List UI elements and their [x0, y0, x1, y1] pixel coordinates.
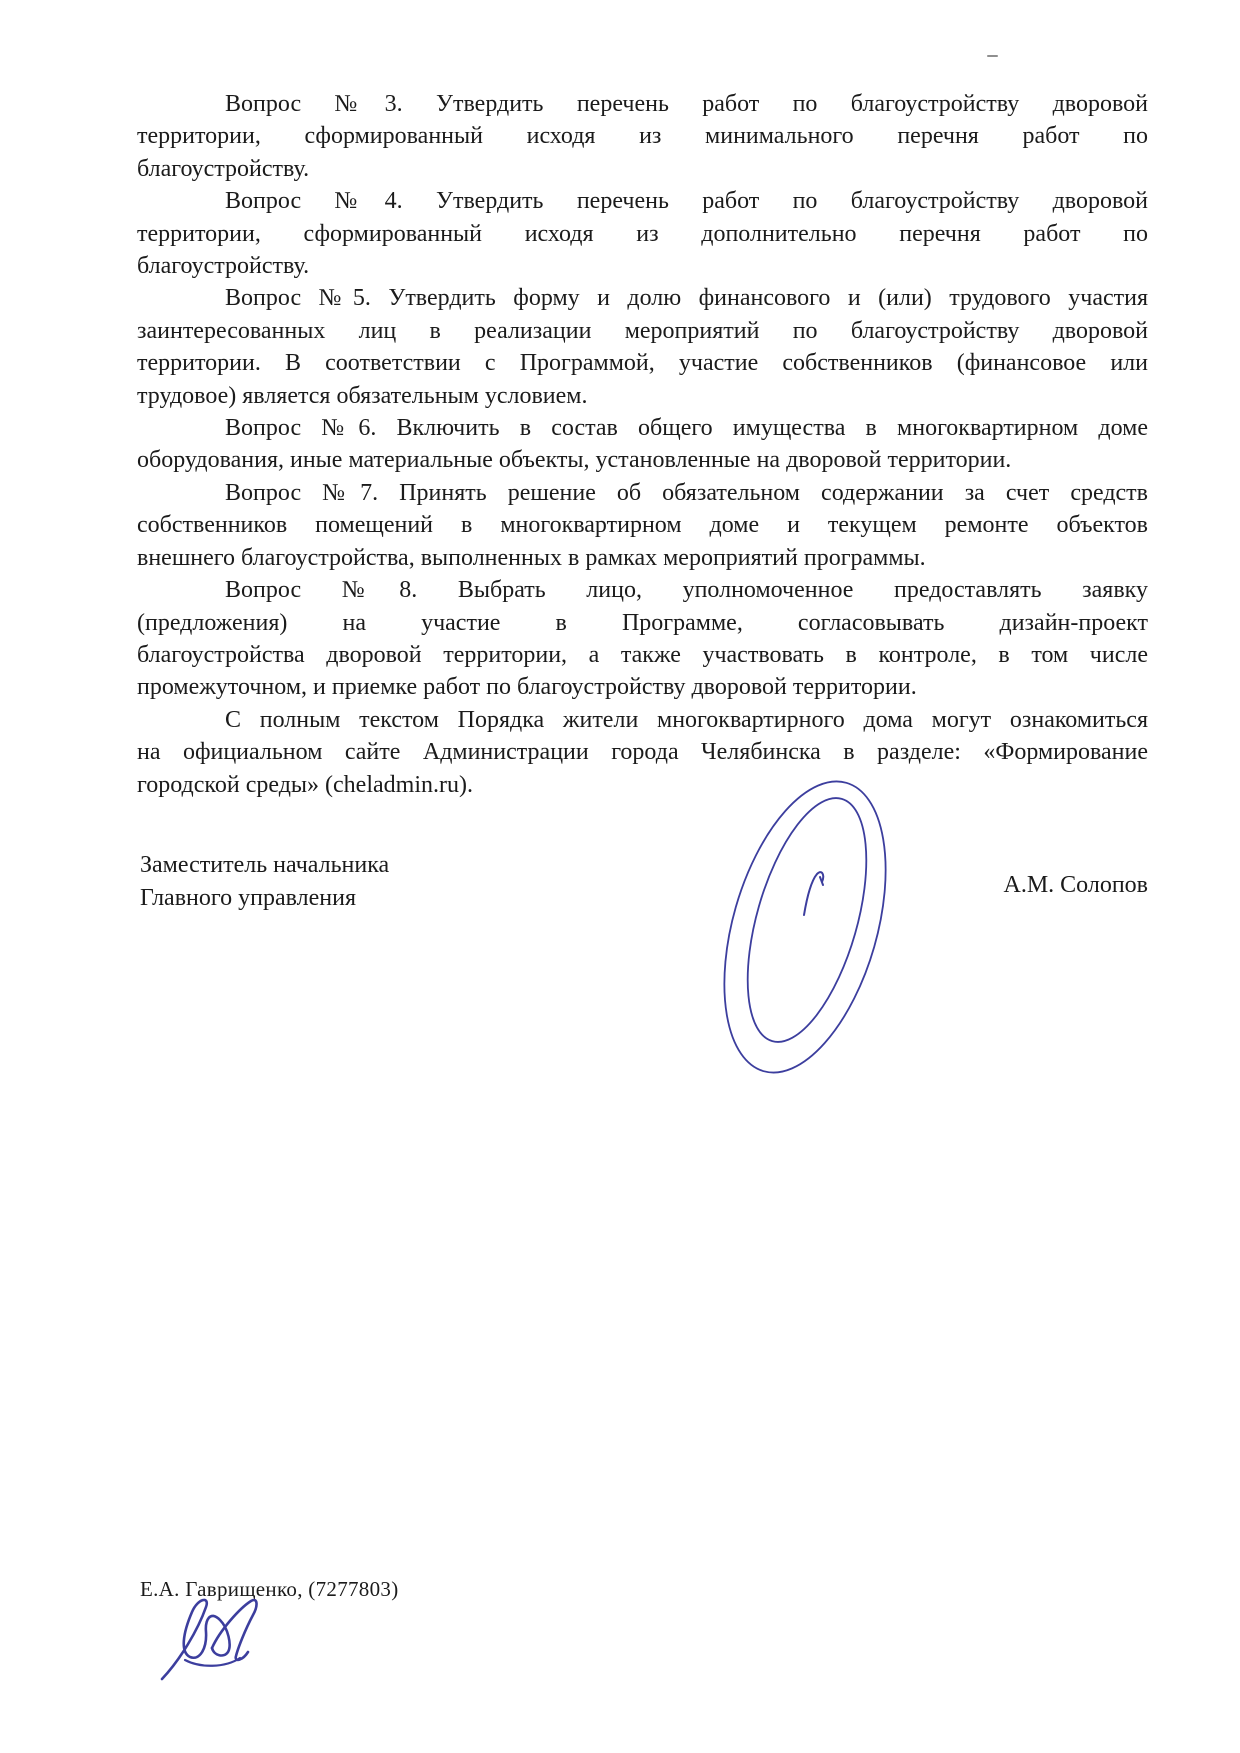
document-line: Вопрос №5. Утвердить форму и долю финансового и (или) трудового участия — [225, 285, 1148, 312]
document-line: городской среды» (cheladmin.ru). — [137, 771, 473, 798]
document-line: территории. В соответствии с Программой, участие собственников (финансовое или — [137, 350, 1148, 377]
document-line: трудовое) является обязательным условием. — [137, 382, 588, 409]
document-line: Вопрос №6. Включить в состав общего имущества в многоквартирном доме — [225, 415, 1148, 442]
document-line: заинтересованных лиц в реализации мероприятий по благоустройству дворовой — [137, 317, 1148, 344]
document-line: собственников помещений в многоквартирном доме и текущем ремонте объектов — [137, 512, 1148, 539]
document-line: Вопрос №3. Утвердить перечень работ по благоустройству дворовой — [225, 91, 1148, 117]
paragraph — [137, 412, 1148, 477]
document-body-text — [137, 88, 1148, 801]
paragraph — [137, 574, 1148, 704]
document-line: благоустройства дворовой территории, а также участвовать в контроле, в том числе — [137, 641, 1148, 668]
signature-inner-loop — [724, 785, 890, 1055]
document-line: промежуточном, и приемке работ по благоустройству дворовой территории. — [137, 674, 917, 701]
executor-line: Е.А. Гаврищенко, (7277803) — [140, 1577, 399, 1601]
paragraph — [137, 704, 1148, 801]
document-line: на официальном сайте Администрации города Челябинска в разделе: «Формирование — [137, 739, 1148, 766]
scan-artifact-dash — [987, 55, 998, 57]
executor-signature-stroke-1 — [162, 1600, 230, 1679]
signatory-position-line2: Главного управления — [140, 885, 356, 911]
paragraph — [137, 185, 1148, 282]
paragraph — [137, 477, 1148, 574]
executor-handwritten-signature — [150, 1590, 280, 1690]
document-line: оборудования, иные материальные объекты, установленные на дворовой территории. — [137, 447, 1012, 474]
document-line: территории, сформированный исходя из минимального перечня работ по — [137, 123, 1148, 150]
paragraph — [137, 88, 1148, 185]
document-line: территории, сформированный исходя из дополнительно перечня работ по — [137, 220, 1148, 247]
signature-center-hook — [804, 872, 823, 915]
document-line: Вопрос №7. Принять решение об обязательном содержании за счет средств — [225, 479, 1148, 506]
signatory-position — [140, 849, 389, 915]
document-line: благоустройству. — [137, 155, 310, 182]
document-line: внешнего благоустройства, выполненных в рамках мероприятий программы. — [137, 544, 926, 571]
executor-signature-stroke-2 — [212, 1600, 257, 1660]
document-line: Вопрос №4. Утвердить перечень работ по благоустройству дворовой — [225, 188, 1148, 215]
signature-outer-loop — [720, 765, 916, 1091]
document-line: Вопрос №8. Выбрать лицо, уполномоченное предоставлять заявку — [225, 577, 1148, 604]
signatory-handwritten-signature — [720, 765, 960, 1095]
signatory-position-line1: Заместитель начальника — [140, 852, 390, 878]
executor-signature-stroke-3 — [185, 1658, 240, 1666]
signatory-name: А.М. Солопов — [1003, 872, 1148, 898]
paragraph — [137, 282, 1148, 412]
document-line: С полным текстом Порядка жители многоквартирного дома могут ознакомиться — [225, 706, 1148, 733]
document-line: (предложения) на участие в Программе, согласовывать дизайн-проект — [137, 609, 1148, 636]
document-line: благоустройству. — [137, 253, 310, 280]
